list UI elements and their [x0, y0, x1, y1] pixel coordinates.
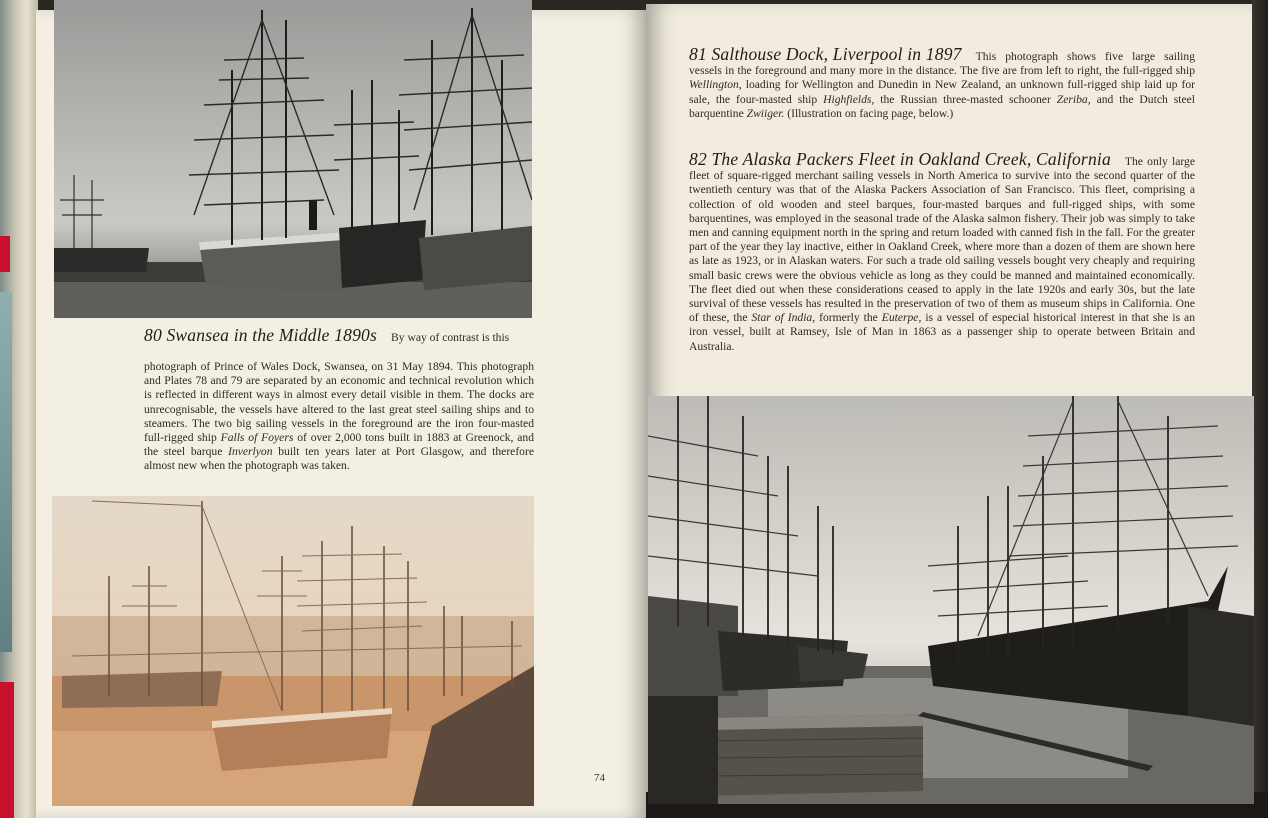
ship-name: Inverlyon	[228, 445, 273, 459]
caption-81: 81 Salthouse Dock, Liverpool in 1897 This photograph shows five large sailing vessels in the foreground and many more in the distance. The five are from left to right, the full-rigged ship Wellington, loading for Wellington and Dunedin in New Zealand, an unknown full-rigged ship laid up for sale, the four-masted ship Highfields, the Russian three-masted schooner Zeriba, and the Dutch steel barquentine Zwiiger. (Illustration on facing page, below.)	[689, 44, 1195, 120]
caption-80-body: photograph of Prince of Wales Dock, Swansea, on 31 May 1894. This photograph and Plates 78 and 79 are separated by an economic and technical revolution which is reflected in different ways in almost every detail visible in them. The docks are unrecognisable, the vessels have altered to the last great steel sailing ships and to steamers. The two big sailing vessels in the foreground are the iron four-masted full-rigged ship Falls of Foyers of over 2,000 tons built in 1883 at Greenock, and the steel barque Inverlyon built ten years later at Port Glasgow, and therefore almost new when the photograph was taken.	[144, 360, 535, 473]
cover-edge	[0, 292, 12, 652]
ship-name: Zwiiger.	[746, 106, 785, 120]
ship-name: Highfields,	[823, 92, 875, 106]
caption-title: 81 Salthouse Dock, Liverpool in 1897	[689, 44, 962, 64]
ship-name: Star of India,	[751, 311, 816, 325]
ship-name: Euterpe,	[881, 311, 922, 325]
photo-swansea-dock	[54, 0, 532, 318]
ship-name: Zeriba,	[1056, 92, 1091, 106]
ship-name: Falls of Foyers	[220, 431, 294, 445]
book-edge-right	[1252, 0, 1268, 818]
caption-title: 80 Swansea in the Middle 1890s	[144, 325, 378, 345]
caption-first-line: By way of contrast is this	[391, 331, 510, 344]
photo-oakland-creek	[648, 396, 1254, 804]
caption-82: 82 The Alaska Packers Fleet in Oakland Creek, California The only large fleet of square-rigged merchant sailing vessels in North America to survive into the second quarter of the twentieth century was that of the Alaska Packers Association of San Francisco. This fleet, comprising a collection of old wooden and steel barques, four-masted barques and full-rigged ships, with some barquentines, was employed in the seasonal trade of the Alaska salmon fishery. Their job was simply to take men and canning equipment north in the spring and return loaded with canned fish in the fall. For the greater part of the year they lay inactive, either in Oakland Creek, where more than a dozen of them are shown here as late as 1923, or in Alaskan waters. For such a trade old sailing vessels bought very cheaply and requiring small basic crews were the obvious vehicle as long as they could be manned and maintained economically. The fleet died out when these considerations ceased to apply in the late 1920s and early 30s, but the late survival of these vessels has resulted in the preservation of two of them as museum ships in California. One of these, the Star of India, formerly the Euterpe, is a vessel of especial historical interest in that she is an iron vessel, built at Ramsey, Isle of Man in 1863 as a passenger ship to operate between Britain and Australia.	[689, 149, 1195, 353]
red-tab	[0, 236, 10, 272]
ship-name: Wellington,	[689, 78, 742, 92]
photo-sepia-harbour	[52, 496, 534, 806]
red-tab	[0, 682, 14, 818]
page-number: 74	[594, 772, 605, 784]
caption-80-heading	[144, 325, 534, 345]
caption-title: 82 The Alaska Packers Fleet in Oakland Creek, California	[689, 149, 1111, 169]
